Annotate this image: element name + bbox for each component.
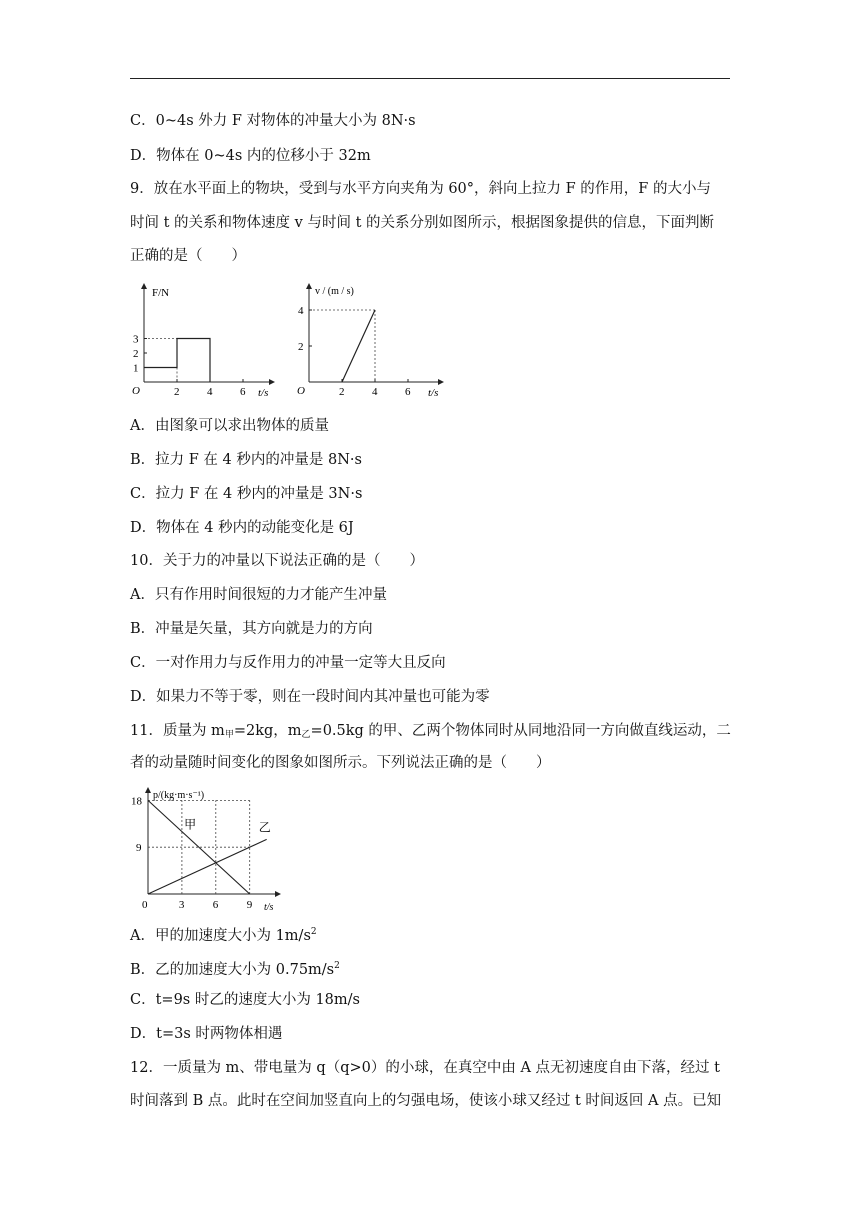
q12-stem-line-2: 时间落到 B 点。此时在空间加竖直向上的匀强电场，使该小球又经过 t 时间返回 A 点。已知 [130,1093,722,1109]
q8-option-d: D．物体在 0~4s 内的位移小于 32m [130,148,371,164]
x-tick-label: 9 [246,899,253,911]
x-tick-label: 6 [405,386,411,398]
origin-label: O [297,385,305,397]
q10-option-d: D．如果力不等于零，则在一段时间内其冲量也可能为零 [130,689,490,705]
q11-stem-part: =0.5kg 的甲、乙两个物体同时从同地沿同一方向做直线运动，二 [310,723,731,739]
x-axis-label: t/s [264,902,274,913]
q10-option-a: A．只有作用时间很短的力才能产生冲量 [130,587,387,603]
x-tick-label: 6 [240,386,246,398]
series-jia-label: 甲 [184,817,197,832]
y-tick-label: 4 [298,305,304,317]
velocity-time-chart [295,280,450,404]
q9-option-a: A．由图象可以求出物体的质量 [130,418,329,434]
force-time-chart [130,280,280,404]
momentum-time-svg [128,784,288,914]
q11-subscript-yi: 乙 [301,730,311,740]
y-axis-label: F/N [152,287,170,299]
y-tick-label: 3 [133,333,139,346]
q12-stem-line-1: 12．一质量为 m、带电量为 q（q>0）的小球，在真空中由 A 点无初速度自由下落，经过 t [130,1060,720,1076]
superscript: 2 [334,961,340,971]
q11-option-b-text: B．乙的加速度大小为 0.75m/s [130,962,335,978]
q8-option-c: C．0~4s 外力 F 对物体的冲量大小为 8N·s [130,113,416,129]
velocity-series-line [342,310,375,382]
x-axis-label: t/s [258,387,269,399]
q9-option-d: D．物体在 4 秒内的动能变化是 6J [130,520,354,536]
y-tick-label: 2 [133,348,139,360]
x-tick-label: 4 [372,386,378,398]
q11-option-d: D．t=3s 时两物体相遇 [130,1026,283,1042]
q11-stem-line-1 [130,721,731,745]
x-tick-label: 4 [207,386,213,398]
force-series-line [144,339,210,383]
y-tick-label: 2 [298,341,304,353]
q11-option-b [130,956,340,980]
q9-stem-line-3: 正确的是（ ） [130,248,246,264]
q9-option-b: B．拉力 F 在 4 秒内的冲量是 8N·s [130,452,362,468]
x-tick-label: 3 [178,899,185,911]
series-jia-line [148,800,250,894]
velocity-time-svg [295,280,450,400]
origin-label: 0 [142,899,148,911]
origin-label: O [132,385,140,397]
force-time-svg [130,280,280,400]
q11-option-a [130,922,317,946]
series-yi-label: 乙 [258,820,271,835]
y-axis-label: v / (m / s) [315,286,354,297]
momentum-time-chart [128,784,288,918]
q11-stem-line-2: 者的动量随时间变化的图象如图所示。下列说法正确的是（ ） [130,755,551,771]
x-tick-label: 2 [174,386,180,398]
q11-option-c: C．t=9s 时乙的速度大小为 18m/s [130,992,360,1008]
q9-stem-line-2: 时间 t 的关系和物体速度 v 与时间 t 的关系分别如图所示，根据图象提供的信息，下面判断 [130,215,714,231]
x-axis-label: t/s [428,387,439,399]
y-tick-label: 9 [136,842,142,855]
superscript: 2 [310,927,317,937]
q10-stem: 10．关于力的冲量以下说法正确的是（ ） [130,553,424,569]
y-axis-label: p/(kg·m·s⁻¹) [153,790,205,801]
q11-subscript-jia: 甲 [224,730,234,740]
q9-stem-line-1: 9．放在水平面上的物块，受到与水平方向夹角为 60°，斜向上拉力 F 的作用，F 的大小与 [130,181,711,197]
y-tick-label: 1 [133,362,139,375]
q11-option-a-text: A．甲的加速度大小为 1m/s [130,928,311,944]
q10-option-b: B．冲量是矢量，其方向就是力的方向 [130,621,373,637]
q10-option-c: C．一对作用力与反作用力的冲量一定等大且反向 [130,655,446,671]
x-tick-label: 6 [212,899,219,911]
q11-stem-part: =2kg，m [233,723,302,739]
x-tick-label: 2 [339,386,345,398]
header-rule [130,78,730,79]
q9-option-c: C．拉力 F 在 4 秒内的冲量是 3N·s [130,486,363,502]
q11-stem-part: 11．质量为 m [130,723,225,739]
y-tick-label: 18 [131,795,142,808]
